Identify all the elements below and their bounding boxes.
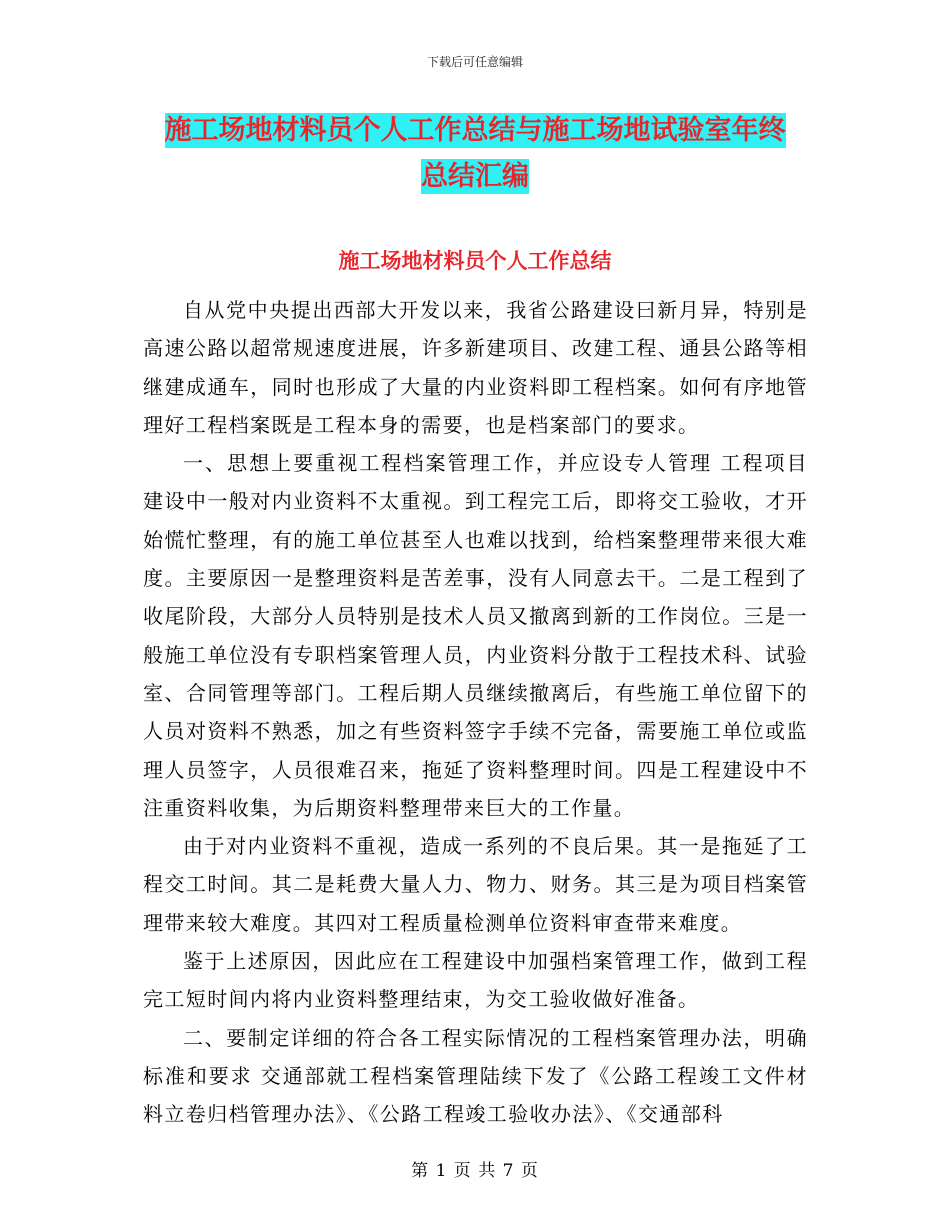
document-title [130, 108, 820, 200]
document-title-line-2: 总结汇编 [421, 161, 529, 192]
paragraph: 二、要制定详细的符合各工程实际情况的工程档案管理办法，明确标准和要求 交通部就工程档案管理陆续下发了《公路工程竣工文件材料立卷归档管理办法》、《公路工程竣工验收办法》、《交通部科 [143, 1025, 808, 1127]
paragraph: 自从党中央提出西部大开发以来，我省公路建设曰新月异，特别是高速公路以超常规速度进展，许多新建项目、改建工程、通县公路等相继建成通车，同时也形成了大量的内业资料即工程档案。如何有序地管理好工程档案既是工程本身的需要，也是档案部门的要求。 [143, 298, 808, 437]
header-note: 下载后可任意编辑 [426, 55, 523, 69]
body-text [143, 291, 808, 1134]
section-title: 施工场地材料员个人工作总结 [338, 249, 612, 273]
paragraph: 由于对内业资料不重视，造成一系列的不良后果。其一是拖延了工程交工时间。其二是耗费大量人力、物力、财务。其三是为项目档案管理带来较大难度。其四对工程质量检测单位资料审查带来难度。 [143, 834, 808, 935]
paragraph: 一、思想上要重视工程档案管理工作，并应设专人管理 工程项目建设中一般对内业资料不太重视。到工程完工后，即将交工验收，才开始慌忙整理，有的施工单位甚至人也难以找到，给档案整理带来很大难度。主要原因一是整理资料是苦差事，没有人同意去干。二是工程到了收尾阶段，大部分人员特别是技术人员又撤离到新的工作岗位。三是一般施工单位没有专职档案管理人员，内业资料分散于工程技术科、试验室、合同管理等部门。工程后期人员继续撤离后，有些施工单位留下的人员对资料不熟悉，加之有些资料签字手续不完备，需要施工单位或监理人员签字，人员很难召来，拖延了资料整理时间。四是工程建设中不注重资料收集，为后期资料整理带来巨大的工作量。 [143, 451, 808, 820]
page-number: 第 1 页 共 7 页 [411, 1161, 539, 1181]
document-title-line-1: 施工场地材料员个人工作总结与施工场地试验室年终 [164, 115, 786, 146]
paragraph: 鉴于上述原因，因此应在工程建设中加强档案管理工作，做到工程完工短时间内将内业资料整理结束，为交工验收做好准备。 [143, 949, 808, 1012]
